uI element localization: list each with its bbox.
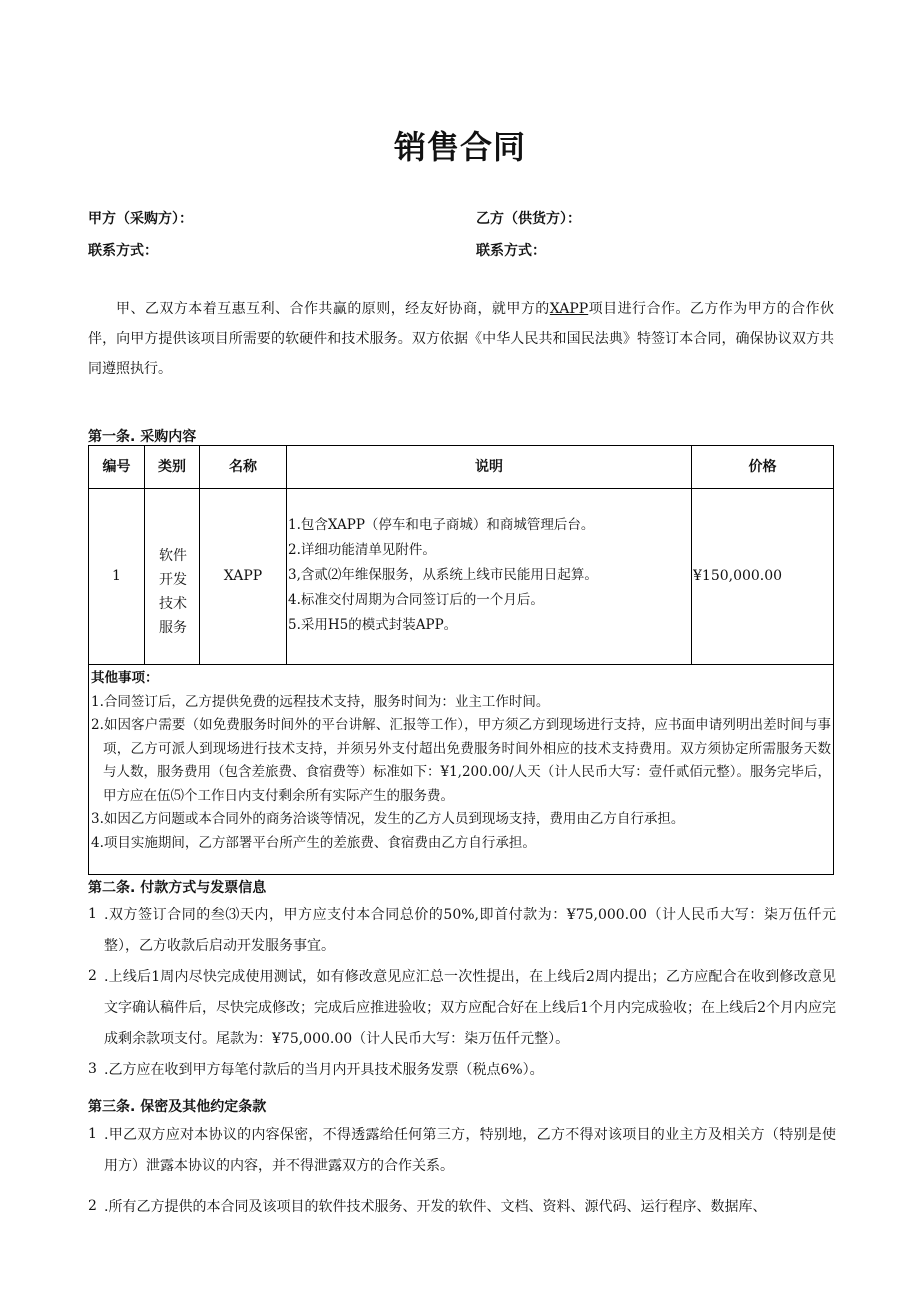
row-name: XAPP <box>223 568 263 584</box>
intro-paragraph <box>88 294 834 384</box>
item-text: .甲乙双方应对本协议的内容保密，不得透露给任何第三方，特别地，乙方不得对该项目的业主方及相关方（特别是使用方）泄露本协议的内容，并不得泄露双方的合作关系。 <box>104 1127 836 1174</box>
confidentiality-item <box>88 1192 836 1223</box>
row-num: 1 <box>112 568 121 584</box>
intro-project: XAPP <box>549 301 589 317</box>
confidentiality-item <box>88 1120 836 1182</box>
item-text: .所有乙方提供的本合同及该项目的软件技术服务、开发的软件、文档、资料、源代码、运行程序、数据库、 <box>104 1199 767 1215</box>
payment-item <box>88 1055 836 1086</box>
other-item: 1.合同签订后，乙方提供免费的远程技术支持，服务时间为：业主工作时间。 <box>91 693 550 710</box>
other-item: 2.如因客户需要（如免费服务时间外的平台讲解、汇报等工作），甲方须乙方到现场进行支持，应书面申请列明出差时间与事项，乙方可派人到现场进行技术支持，并须另外支付超出免费服务时间外相应的技术支持费用。双方须协定所需服务天数与人数，服务费用（包含差旅费、食宿费等）标准如下：¥1,200.00/人天（计人民币大写：壹仟贰佰元整）。服务完毕后，甲方应在伍⑸个工作日内支付剩余所有实际产生的服务费。 <box>91 717 832 804</box>
section3-heading: 第三条. 保密及其他约定条款 <box>88 1099 267 1115</box>
item-number: 3 <box>88 1061 97 1077</box>
item-text: .双方签订合同的叁⑶天内，甲方应支付本合同总价的50%,即首付款为：¥75,000.00（计人民币大写：柒万伍仟元整），乙方收款后启动开发服务事宜。 <box>104 907 836 954</box>
header-category: 类别 <box>158 459 186 475</box>
item-number: 1 <box>88 1126 97 1142</box>
desc-line: 5.采用H5的模式封装APP。 <box>288 617 458 633</box>
item-text: .乙方应在收到甲方每笔付款后的当月内开具技术服务发票（税点6%）。 <box>104 1062 544 1078</box>
header-price: 价格 <box>748 459 777 475</box>
intro-part1: 甲、乙双方本着互惠互利、合作共赢的原则，经友好协商，就甲方的 <box>116 301 550 317</box>
other-matters <box>91 667 831 855</box>
page-title: 销售合同 <box>393 128 526 166</box>
section1-heading: 第一条. 采购内容 <box>88 429 197 445</box>
party-a-contact: 联系方式： <box>88 243 158 259</box>
party-b-label: 乙方（供货方）： <box>476 211 581 227</box>
other-item: 3.如因乙方问题或本合同外的商务洽谈等情况，发生的乙方人员到现场支持，费用由乙方自行承担。 <box>91 811 685 827</box>
other-heading: 其他事项： <box>91 670 159 686</box>
header-desc: 说明 <box>475 459 503 475</box>
desc-line: 2.详细功能清单见附件。 <box>288 542 436 558</box>
item-number: 2 <box>88 968 97 984</box>
row-description <box>288 513 598 638</box>
header-name: 名称 <box>229 459 257 475</box>
section2-heading: 第二条. 付款方式与发票信息 <box>88 880 267 896</box>
header-num: 编号 <box>102 459 131 475</box>
intro-part2: 项目进行合作。乙方作为甲方的合作伙伴，向甲方提供该项目所需要的软硬件和技术服务。双方依据《中华人民共和国民法典》特签订本合同，确保协议双方共同遵照执行。 <box>88 301 835 377</box>
desc-line: 1.包含XAPP（停车和电子商城）和商城管理后台。 <box>288 517 595 533</box>
other-item: 4.项目实施期间，乙方部署平台所产生的差旅费、食宿费由乙方自行承担。 <box>91 834 536 851</box>
item-number: 2 <box>88 1198 97 1214</box>
party-a-label: 甲方（采购方）： <box>88 211 193 227</box>
item-number: 1 <box>88 906 97 922</box>
party-b-contact: 联系方式： <box>476 243 546 259</box>
item-text: .上线后1周内尽快完成使用测试，如有修改意见应汇总一次性提出，在上线后2周内提出；乙方应配合在收到修改意见文字确认稿件后，尽快完成修改；完成后应推进验收；双方应配合好在上线后1个月内完成验收；在上线后2个月内应完成剩余款项支付。尾款为：¥75,000.00（计人民币大写：柒万伍仟元整）。 <box>104 969 836 1047</box>
row-category: 软件开发技术服务 <box>159 548 187 636</box>
desc-line: 3,含贰⑵年维保服务，从系统上线市民能用日起算。 <box>288 567 598 583</box>
purchase-table <box>88 445 834 875</box>
payment-item <box>88 962 836 1055</box>
desc-line: 4.标准交付周期为合同签订后的一个月后。 <box>288 592 544 608</box>
payment-item <box>88 900 836 962</box>
row-price: ¥150,000.00 <box>693 568 783 584</box>
